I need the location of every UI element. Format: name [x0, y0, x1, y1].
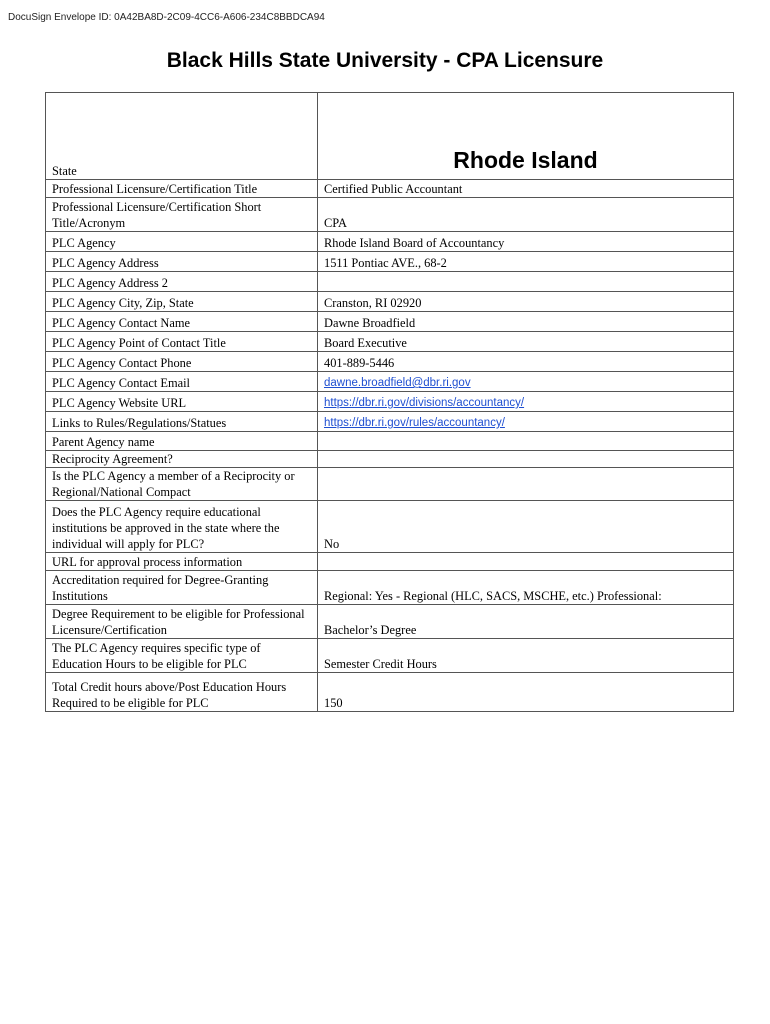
row-value: 150 — [318, 673, 734, 712]
row-value: Regional: Yes - Regional (HLC, SACS, MSCHE, etc.) Professional: — [318, 571, 734, 605]
row-value: Semester Credit Hours — [318, 639, 734, 673]
table-row — [46, 412, 734, 432]
website-url-link[interactable]: https://dbr.ri.gov/divisions/accountancy/ — [324, 397, 525, 409]
row-label: PLC Agency Address — [46, 252, 318, 272]
row-label: PLC Agency Point of Contact Title — [46, 332, 318, 352]
state-label: State — [46, 93, 318, 180]
row-value-cell — [318, 392, 734, 412]
table-row — [46, 332, 734, 352]
row-label: PLC Agency Address 2 — [46, 272, 318, 292]
state-value-cell — [318, 93, 734, 180]
table-row — [46, 198, 734, 232]
table-row — [46, 468, 734, 501]
table-row-state — [46, 93, 734, 180]
row-label: PLC Agency City, Zip, State — [46, 292, 318, 312]
row-label: PLC Agency Website URL — [46, 392, 318, 412]
licensure-table — [45, 92, 734, 712]
row-label: Is the PLC Agency a member of a Reciprocity or Regional/National Compact — [46, 468, 318, 501]
table-row — [46, 292, 734, 312]
table-row — [46, 372, 734, 392]
row-label: PLC Agency Contact Name — [46, 312, 318, 332]
row-label: Total Credit hours above/Post Education Hours Required to be eligible for PLC — [46, 673, 318, 712]
row-value — [318, 432, 734, 451]
row-value: Bachelor’s Degree — [318, 605, 734, 639]
row-value — [318, 272, 734, 292]
row-label: The PLC Agency requires specific type of Education Hours to be eligible for PLC — [46, 639, 318, 673]
row-label: Does the PLC Agency require educational institutions be approved in the state where the individual will apply for PLC? — [46, 501, 318, 553]
row-label: PLC Agency — [46, 232, 318, 252]
table-row — [46, 501, 734, 553]
row-label: Reciprocity Agreement? — [46, 451, 318, 468]
row-label: Degree Requirement to be eligible for Professional Licensure/Certification — [46, 605, 318, 639]
row-value: Dawne Broadfield — [318, 312, 734, 332]
row-value: Cranston, RI 02920 — [318, 292, 734, 312]
row-value: Board Executive — [318, 332, 734, 352]
row-value-cell — [318, 412, 734, 432]
row-label: PLC Agency Contact Phone — [46, 352, 318, 372]
state-value: Rhode Island — [453, 147, 598, 173]
row-value: No — [318, 501, 734, 553]
table-row — [46, 392, 734, 412]
table-row — [46, 432, 734, 451]
table-row — [46, 673, 734, 712]
table-row — [46, 451, 734, 468]
table-row — [46, 352, 734, 372]
table-row — [46, 571, 734, 605]
row-label: Parent Agency name — [46, 432, 318, 451]
row-label: Links to Rules/Regulations/Statues — [46, 412, 318, 432]
table-row — [46, 252, 734, 272]
row-label: PLC Agency Contact Email — [46, 372, 318, 392]
table-row — [46, 272, 734, 292]
row-value-cell — [318, 372, 734, 392]
row-label: URL for approval process information — [46, 553, 318, 571]
row-value: CPA — [318, 198, 734, 232]
row-label: Professional Licensure/Certification Title — [46, 180, 318, 198]
page-title: Black Hills State University - CPA Licensure — [166, 49, 604, 72]
row-label: Professional Licensure/Certification Short Title/Acronym — [46, 198, 318, 232]
row-value — [318, 553, 734, 571]
table-row — [46, 180, 734, 198]
row-value: Certified Public Accountant — [318, 180, 734, 198]
table-row — [46, 605, 734, 639]
table-row — [46, 312, 734, 332]
row-label: Accreditation required for Degree-Granting Institutions — [46, 571, 318, 605]
docusign-envelope-id: DocuSign Envelope ID: 0A42BA8D-2C09-4CC6-A606-234C8BBDCA94 — [8, 12, 325, 23]
contact-email-link[interactable]: dawne.broadfield@dbr.ri.gov — [324, 377, 471, 389]
row-value: Rhode Island Board of Accountancy — [318, 232, 734, 252]
table-row — [46, 639, 734, 673]
row-value: 401-889-5446 — [318, 352, 734, 372]
row-value — [318, 468, 734, 501]
table-row — [46, 232, 734, 252]
row-value — [318, 451, 734, 468]
rules-url-link[interactable]: https://dbr.ri.gov/rules/accountancy/ — [324, 417, 505, 429]
table-row — [46, 553, 734, 571]
row-value: 1511 Pontiac AVE., 68-2 — [318, 252, 734, 272]
